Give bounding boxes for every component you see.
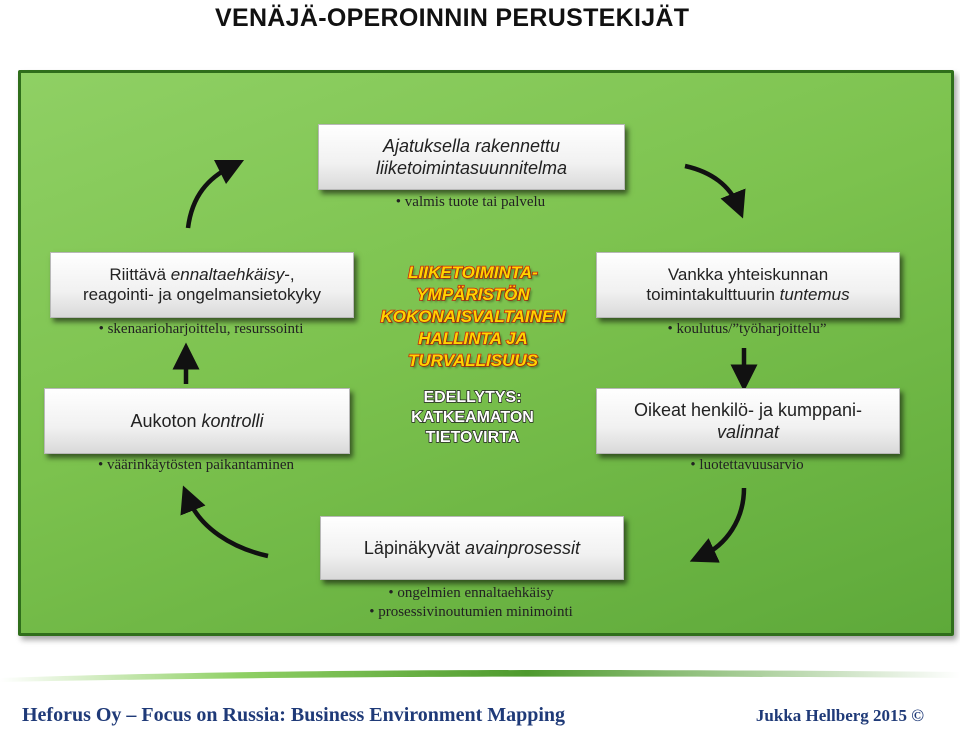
box-selection xyxy=(596,388,900,454)
arrow-right-top-icon xyxy=(685,166,738,206)
box-business-plan-line1: Ajatuksella rakennettu xyxy=(382,136,561,156)
center-line-4: HALLINTA JA xyxy=(418,329,528,348)
box-culture-pre: toimintakulttuurin xyxy=(646,285,780,304)
box-control-emph: kontrolli xyxy=(201,411,264,431)
box-culture-emph: tuntemus xyxy=(779,285,850,304)
box-selection-emph: valinnat xyxy=(716,422,780,442)
box-culture xyxy=(596,252,900,318)
arrow-down-left-icon xyxy=(702,488,744,556)
footer-left: Heforus Oy – Focus on Russia: Business Environment Mapping xyxy=(22,704,566,726)
bullet-processes-1: • ongelmien ennaltaehkäisy xyxy=(388,585,554,601)
box-prevention-line2: reagointi- ja ongelmansietokyky xyxy=(82,285,322,304)
bullet-control: • väärinkäytösten paikantaminen xyxy=(97,457,295,473)
box-processes-emph: avainprosessit xyxy=(465,538,581,558)
prereq-line-1: EDELLYTYS: xyxy=(423,389,522,406)
box-control-pre: Aukoton xyxy=(130,411,202,431)
center-line-1: LIIKETOIMINTA- xyxy=(408,263,538,282)
swoosh-divider xyxy=(0,666,960,688)
box-prevention-post: -, xyxy=(284,265,295,284)
center-line-5: TURVALLISUUS xyxy=(407,351,538,370)
bullet-processes-2: • prosessivinoutumien minimointi xyxy=(369,604,573,620)
prereq-line-2: KATKEAMATON xyxy=(411,409,534,426)
bullet-business-plan: • valmis tuote tai palvelu xyxy=(395,194,546,210)
box-selection-line1: Oikeat henkilö- ja kumppani- xyxy=(633,400,863,420)
footer-right: Jukka Hellberg 2015 © xyxy=(755,706,924,725)
center-main-text xyxy=(358,262,588,372)
box-processes-pre: Läpinäkyvät xyxy=(363,538,465,558)
center-line-2: YMPÄRISTÖN xyxy=(416,285,530,304)
page-title: VENÄJÄ-OPEROINNIN PERUSTEKIJÄT xyxy=(215,4,690,32)
prereq-line-3: TIETOVIRTA xyxy=(425,429,520,446)
box-prevention-emph: ennaltaehkäisy xyxy=(170,265,285,284)
bullet-culture: • koulutus/”työharjoittelu” xyxy=(667,321,827,337)
box-control xyxy=(44,388,350,454)
center-line-3: KOKONAISVALTAINEN xyxy=(380,307,566,326)
bullet-prevention: • skenaarioharjoittelu, resurssointi xyxy=(98,321,304,337)
arrow-left-bottom-icon xyxy=(188,498,268,556)
arrow-up-left-icon xyxy=(188,166,232,228)
box-business-plan xyxy=(318,124,625,190)
box-culture-line1: Vankka yhteiskunnan xyxy=(667,265,829,284)
box-prevention-pre: Riittävä xyxy=(109,265,171,284)
bullet-selection: • luotettavuusarvio xyxy=(690,457,804,473)
box-prevention xyxy=(50,252,354,318)
box-business-plan-line2: liiketoimintasuunnitelma xyxy=(375,158,568,178)
center-prerequisite xyxy=(380,388,565,448)
box-processes xyxy=(320,516,624,580)
